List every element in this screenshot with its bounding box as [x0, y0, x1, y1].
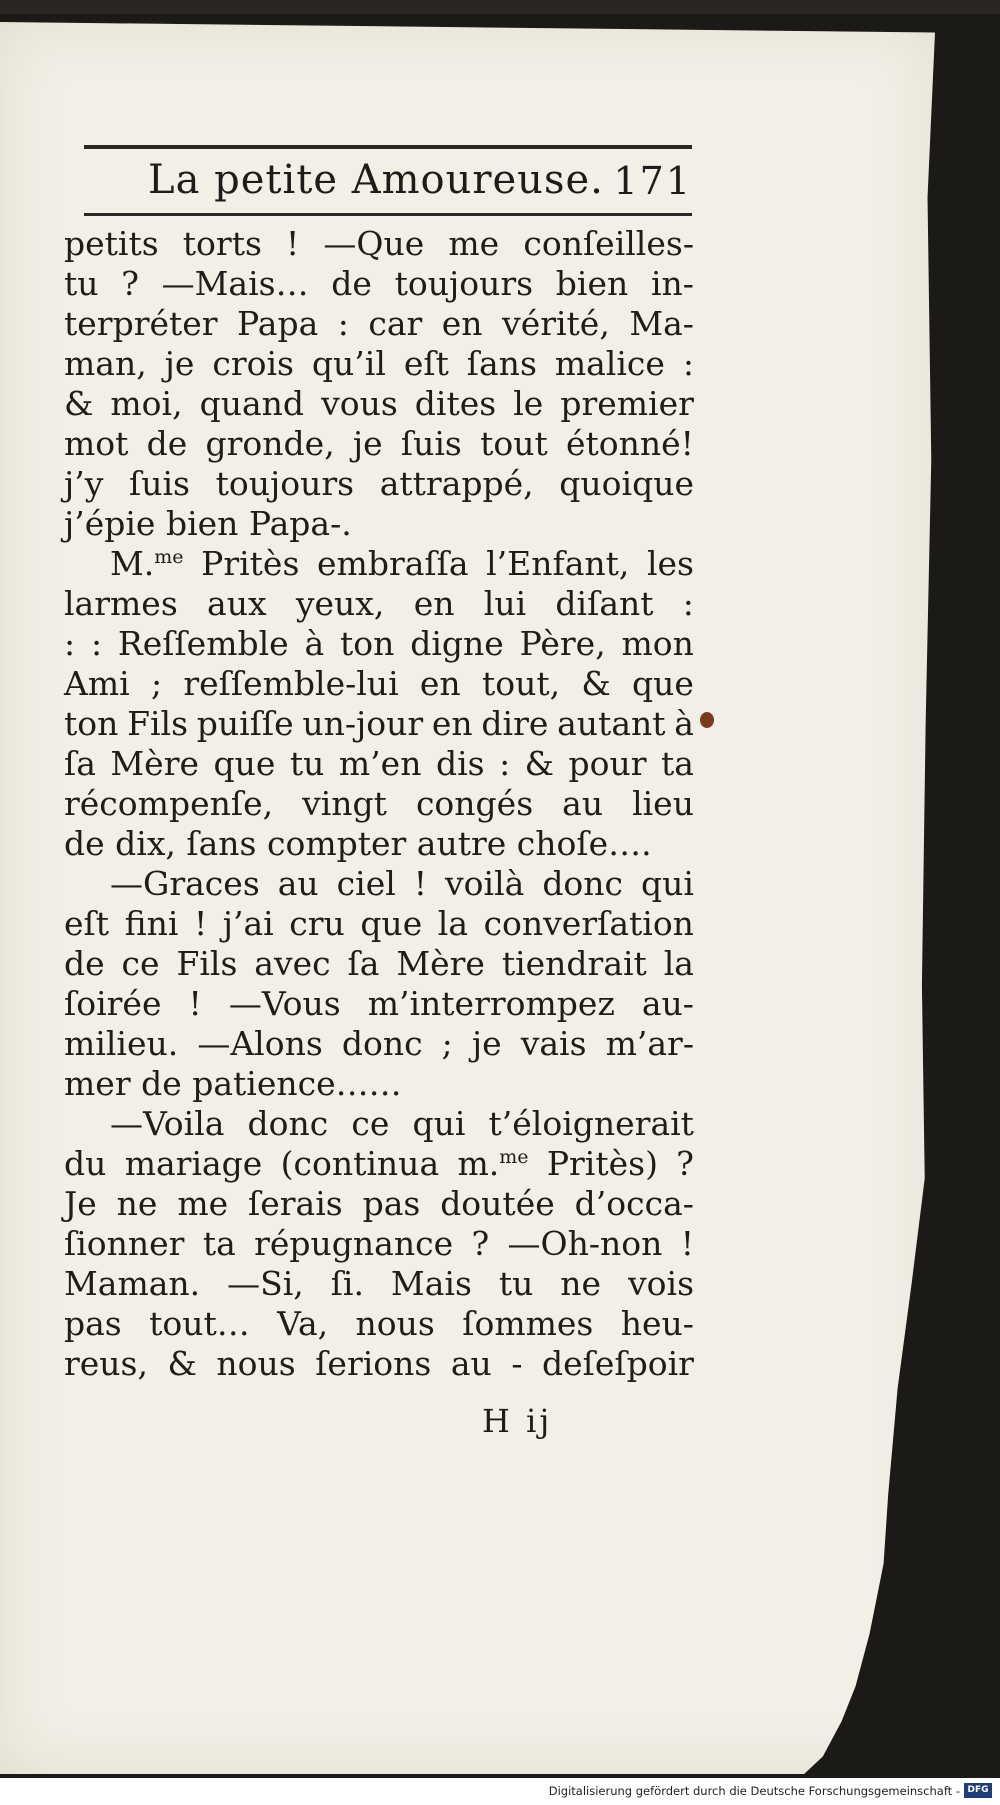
word: ſoirée: [64, 984, 162, 1023]
word: vois: [628, 1264, 694, 1303]
word: nous: [355, 1304, 435, 1343]
text-line: [64, 344, 694, 384]
word: —Que: [323, 224, 425, 263]
word: la: [437, 904, 469, 943]
text-line: mer de patience……: [64, 1064, 402, 1103]
word: je: [471, 1024, 502, 1063]
word: me: [448, 224, 500, 263]
word: de: [64, 944, 105, 983]
word: ſuis: [400, 424, 462, 463]
word: quand: [199, 384, 305, 423]
text-line: [64, 1264, 694, 1304]
word: ?: [471, 1224, 490, 1263]
word: m’ar-: [605, 1024, 694, 1063]
book-spine-edge: [0, 0, 1000, 14]
word: :: [64, 624, 76, 663]
text-line: [64, 1184, 694, 1224]
word: &: [524, 744, 555, 783]
word: pour: [568, 744, 647, 783]
word: pas: [64, 1304, 122, 1343]
word: Reſſemble: [117, 624, 289, 663]
word: —Vous: [228, 984, 341, 1023]
word: voilà: [445, 864, 525, 903]
text-line: [64, 584, 694, 624]
word: :: [682, 584, 694, 623]
word: ſionner: [64, 1224, 185, 1263]
word: puiſſe: [196, 704, 294, 743]
word: ſerais: [248, 1184, 343, 1223]
word: vérité,: [502, 304, 610, 343]
word: quoique: [559, 464, 694, 503]
word: crois: [212, 344, 294, 383]
word: —Si,: [227, 1264, 304, 1303]
word: torts: [182, 224, 262, 263]
word: —Oh-non: [507, 1224, 663, 1263]
word: ſommes: [462, 1304, 594, 1343]
word: ſuis: [129, 464, 190, 503]
word: j’ai: [222, 904, 274, 943]
word: dis: [435, 744, 485, 783]
word: attrappé,: [379, 464, 534, 503]
word: —Mais…: [161, 264, 309, 303]
text-line: j’épie bien Papa-.: [64, 504, 352, 543]
word: au: [450, 1344, 492, 1383]
word: au: [277, 864, 319, 903]
word: deſeſpoir: [542, 1344, 694, 1383]
word: ne: [116, 1184, 158, 1223]
word: vais: [520, 1024, 587, 1063]
word: bien: [555, 264, 629, 303]
word: Pritès): [546, 1144, 658, 1183]
word: ne: [560, 1264, 602, 1303]
word: !: [188, 984, 202, 1023]
text-line: [64, 304, 694, 344]
word: récompenſe,: [64, 784, 274, 823]
word: m’en: [338, 744, 422, 783]
word: ſa: [64, 744, 96, 783]
word: (continua: [280, 1144, 440, 1183]
word: l’Enfant,: [486, 544, 630, 583]
word: Mère: [396, 944, 485, 983]
word: qui: [412, 1104, 466, 1143]
word: un-jour: [302, 704, 424, 743]
word: car: [368, 304, 423, 343]
word: ton: [64, 704, 119, 743]
word: que: [213, 744, 276, 783]
header-rule-top: [84, 145, 692, 149]
word: qui: [641, 864, 694, 903]
word: &: [167, 1344, 197, 1383]
text-line: [64, 744, 694, 784]
word: eſt: [403, 344, 449, 383]
word: ton: [340, 624, 395, 663]
word: congés: [415, 784, 534, 823]
word: à: [304, 624, 325, 663]
word: étonné!: [565, 424, 694, 463]
word: m.$^{me}$: [457, 1144, 529, 1183]
word: diſant: [555, 584, 654, 623]
word: Mère: [110, 744, 199, 783]
text-line: de dix, ſans compter autre choſe….: [64, 824, 652, 863]
text-line: [64, 384, 694, 424]
word: en: [441, 304, 483, 343]
word: ;: [150, 664, 163, 703]
ink-stain: [700, 712, 714, 728]
text-line: [64, 544, 694, 584]
word: donc: [341, 1024, 423, 1063]
text-line: [64, 224, 694, 264]
word: —Alons: [197, 1024, 323, 1063]
word: heu-: [620, 1304, 694, 1343]
word: tu: [64, 264, 99, 303]
text-line: [64, 664, 694, 704]
word: ſa: [347, 944, 380, 983]
text-line: [64, 1344, 694, 1384]
word: Pritès: [201, 544, 300, 583]
word: malice: [554, 344, 665, 383]
word: ;: [441, 1024, 453, 1063]
word: d’occa-: [574, 1184, 694, 1223]
word: fini: [124, 904, 179, 943]
word: digne: [410, 624, 504, 663]
word: Va,: [277, 1304, 329, 1343]
word: en: [419, 664, 461, 703]
text-line: [64, 1104, 694, 1144]
word: Ma-: [629, 304, 694, 343]
text-line: [64, 264, 694, 304]
word: &: [64, 384, 94, 423]
word: Je: [64, 1184, 97, 1223]
superscript: me: [499, 1146, 529, 1168]
word: reſſemble-lui: [183, 664, 399, 703]
word: nous: [216, 1344, 296, 1383]
word: ce: [351, 1104, 390, 1143]
text-line: [64, 624, 694, 664]
word: -: [511, 1344, 523, 1383]
word: :: [337, 304, 349, 343]
word: cru: [289, 904, 345, 943]
word: ?: [121, 264, 139, 303]
word: mot: [64, 424, 129, 463]
word: en: [431, 704, 473, 743]
word: !: [680, 1224, 694, 1263]
word: conſeilles-: [523, 224, 694, 263]
word: ta: [202, 1224, 236, 1263]
word: ?: [676, 1144, 694, 1183]
text-line: [64, 1224, 694, 1264]
word: avec: [254, 944, 331, 983]
word: doutée: [440, 1184, 555, 1223]
word: mariage: [124, 1144, 263, 1183]
word: Fils: [127, 704, 189, 743]
running-title: La petite Amoureuse.: [148, 157, 604, 203]
word: tu: [289, 744, 325, 783]
superscript: me: [154, 546, 184, 568]
word: yeux,: [295, 584, 385, 623]
word: !: [413, 864, 428, 903]
word: aux: [207, 584, 267, 623]
word: que: [632, 664, 694, 703]
word: petits: [64, 224, 159, 263]
word: tiendrait: [501, 944, 647, 983]
text-line: [64, 1144, 694, 1184]
word: in-: [650, 264, 694, 303]
word: !: [286, 224, 300, 263]
word: Fils: [176, 944, 238, 983]
footer-credit: Digitalisierung gefördert durch die Deutsche Forschungsgemeinschaft -: [548, 1784, 960, 1798]
word: ciel: [336, 864, 396, 903]
text-line: [64, 704, 694, 744]
digitization-footer: [0, 1778, 1000, 1805]
word: dire: [481, 704, 549, 743]
word: dites: [414, 384, 497, 423]
word: de: [146, 424, 188, 463]
text-line: [64, 864, 694, 904]
word: !: [193, 904, 208, 943]
word: Papa: [237, 304, 319, 343]
word: me: [177, 1184, 229, 1223]
signature-mark: H ij: [482, 1402, 553, 1440]
word: ce: [121, 944, 160, 983]
word: qu’il: [311, 344, 386, 383]
word: embraſſa: [317, 544, 469, 583]
header-rule-bottom: [84, 213, 692, 216]
text-line: [64, 784, 694, 824]
word: M.$^{me}$: [110, 544, 184, 583]
word: tout: [480, 424, 548, 463]
word: toujours: [394, 264, 534, 303]
word: moi,: [110, 384, 183, 423]
word: donc: [542, 864, 624, 903]
text-line: [64, 424, 694, 464]
word: lieu: [632, 784, 694, 823]
word: larmes: [64, 584, 178, 623]
word: Mais: [390, 1264, 472, 1303]
word: tu: [498, 1264, 534, 1303]
word: à: [674, 704, 694, 743]
word: au: [562, 784, 604, 823]
word: lui: [483, 584, 527, 623]
word: :: [682, 344, 694, 383]
word: tout,: [481, 664, 561, 703]
word: milieu.: [64, 1024, 179, 1063]
word: je: [352, 424, 383, 463]
word: t’éloignerait: [488, 1104, 694, 1143]
word: reus,: [64, 1344, 148, 1383]
word: terpréter: [64, 304, 218, 343]
word: converſation: [483, 904, 694, 943]
word: en: [413, 584, 455, 623]
word: pas: [362, 1184, 421, 1223]
word: eſt: [64, 904, 110, 943]
word: ſerions: [315, 1344, 432, 1383]
word: —Graces: [110, 864, 260, 903]
word: autant: [557, 704, 666, 743]
word: le: [513, 384, 544, 423]
dfg-logo[interactable]: DFG: [964, 1783, 992, 1798]
text-line: [64, 1024, 694, 1064]
text-line: [64, 904, 694, 944]
word: les: [646, 544, 694, 583]
word: répugnance: [254, 1224, 454, 1263]
word: m’interrompez: [367, 984, 615, 1023]
word: mon: [621, 624, 694, 663]
word: premier: [560, 384, 694, 423]
word: j’y: [64, 464, 104, 503]
page-number: 171: [613, 159, 692, 203]
word: ta: [661, 744, 694, 783]
body-text: [64, 224, 694, 1384]
word: vous: [321, 384, 398, 423]
word: donc: [247, 1104, 329, 1143]
word: tout…: [149, 1304, 250, 1343]
word: au-: [641, 984, 694, 1023]
word: ſans: [466, 344, 537, 383]
word: Père,: [519, 624, 606, 663]
word: vingt: [302, 784, 387, 823]
word: Ami: [64, 664, 130, 703]
word: :: [90, 624, 103, 663]
text-line: [64, 984, 694, 1024]
word: man,: [64, 344, 147, 383]
running-header: [84, 145, 692, 219]
word: gronde,: [205, 424, 335, 463]
word: je: [164, 344, 195, 383]
word: ſi.: [330, 1264, 364, 1303]
word: la: [663, 944, 694, 983]
word: Maman.: [64, 1264, 201, 1303]
word: &: [581, 664, 611, 703]
text-line: [64, 944, 694, 984]
word: que: [360, 904, 423, 943]
word: du: [64, 1144, 107, 1183]
word: toujours: [215, 464, 355, 503]
word: :: [499, 744, 511, 783]
word: de: [331, 264, 372, 303]
text-line: [64, 1304, 694, 1344]
word: —Voila: [110, 1104, 225, 1143]
text-line: [64, 464, 694, 504]
